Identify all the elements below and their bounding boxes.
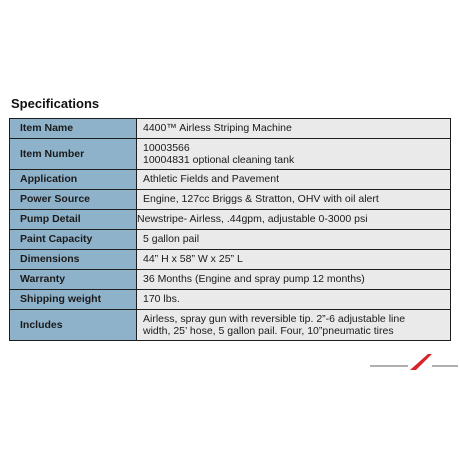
table-row bbox=[10, 210, 451, 230]
value-line: Airless, spray gun with reversible tip. 2”-6 adjustable line bbox=[143, 312, 406, 325]
specifications-table bbox=[9, 118, 451, 341]
specifications-heading: Specifications bbox=[11, 96, 100, 111]
row-value bbox=[137, 230, 451, 250]
row-label: Item Name bbox=[10, 119, 137, 139]
value-line: width, 25’ hose, 5 gallon pail. Four, 10”pneumatic tires bbox=[143, 325, 394, 337]
table-row bbox=[10, 230, 451, 250]
row-label: Includes bbox=[10, 310, 137, 341]
table-row bbox=[10, 190, 451, 210]
table-row bbox=[10, 310, 451, 341]
value-line: 4400™ Airless Striping Machine bbox=[143, 122, 292, 135]
row-value bbox=[137, 170, 451, 190]
value-line: 36 Months (Engine and spray pump 12 months) bbox=[143, 273, 365, 286]
row-label: Power Source bbox=[10, 190, 137, 210]
row-label: Item Number bbox=[10, 139, 137, 170]
row-label: Paint Capacity bbox=[10, 230, 137, 250]
row-label: Pump Detail bbox=[10, 210, 137, 230]
row-value bbox=[137, 139, 451, 170]
row-label: Shipping weight bbox=[10, 290, 137, 310]
row-value bbox=[137, 250, 451, 270]
value-line: 5 gallon pail bbox=[143, 233, 200, 246]
row-value bbox=[137, 270, 451, 290]
table-row bbox=[10, 170, 451, 190]
table-row bbox=[10, 270, 451, 290]
value-line: Athletic Fields and Pavement bbox=[143, 173, 279, 186]
row-value bbox=[137, 290, 451, 310]
table-row bbox=[10, 290, 451, 310]
row-value bbox=[137, 210, 451, 230]
cropped-text-fragment bbox=[432, 365, 458, 367]
table-row bbox=[10, 119, 451, 139]
red-stripe-mark bbox=[410, 354, 432, 370]
row-value bbox=[137, 119, 451, 139]
row-label: Application bbox=[10, 170, 137, 190]
cropped-text-fragment bbox=[370, 365, 408, 367]
value-line: Newstripe- Airless, .44gpm, adjustable 0-3000 psi bbox=[137, 213, 368, 226]
value-line: 44” H x 58” W x 25” L bbox=[143, 253, 243, 266]
row-label: Warranty bbox=[10, 270, 137, 290]
row-label: Dimensions bbox=[10, 250, 137, 270]
table-row bbox=[10, 250, 451, 270]
value-line: 10003566 bbox=[143, 141, 190, 154]
table-row bbox=[10, 139, 451, 170]
value-line: 170 lbs. bbox=[143, 293, 180, 306]
row-value bbox=[137, 310, 451, 341]
value-line: Engine, 127cc Briggs & Stratton, OHV with oil alert bbox=[143, 193, 379, 206]
red-stripe-decoration bbox=[370, 354, 460, 370]
value-line: 10004831 optional cleaning tank bbox=[143, 154, 295, 166]
row-value bbox=[137, 190, 451, 210]
